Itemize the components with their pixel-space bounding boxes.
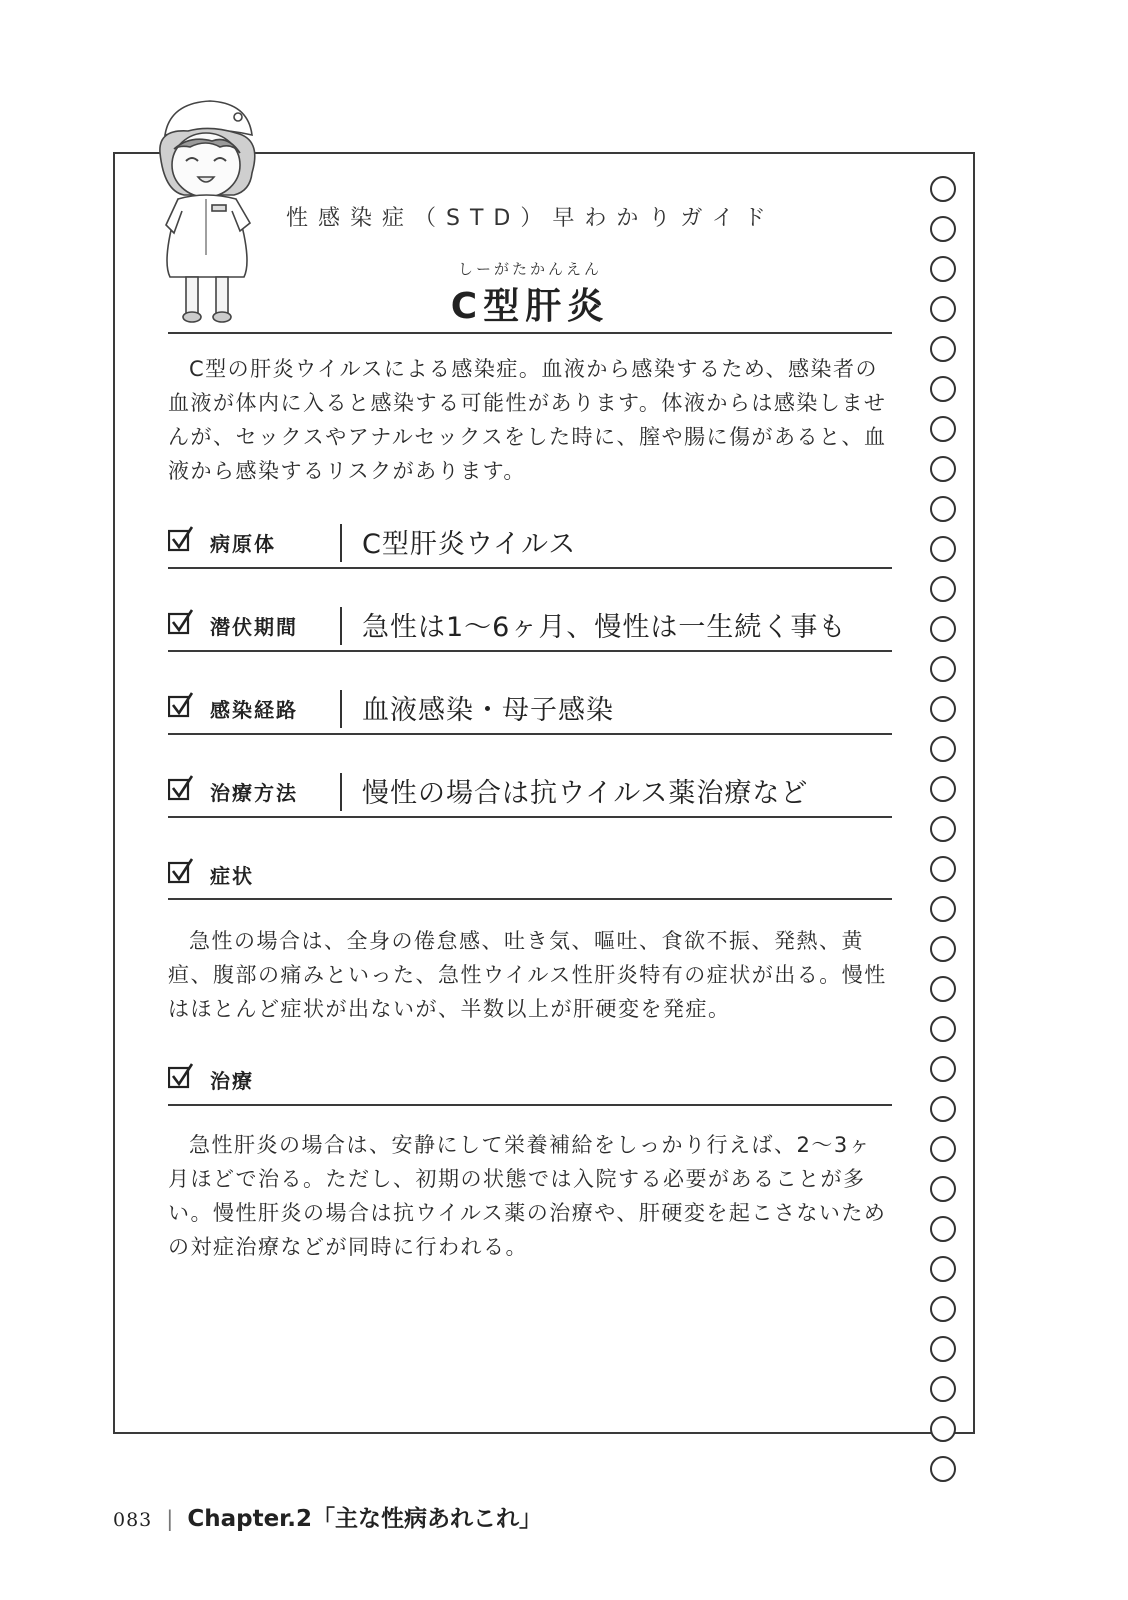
ring-hole xyxy=(930,456,956,482)
page-footer xyxy=(113,1500,542,1533)
row-divider xyxy=(168,650,892,652)
fact-value: C型肝炎ウイルス xyxy=(362,529,577,560)
ring-hole xyxy=(930,1336,956,1362)
ring-hole xyxy=(930,376,956,402)
column-divider xyxy=(340,773,342,811)
treatment-heading-row xyxy=(168,1057,892,1107)
ring-hole xyxy=(930,416,956,442)
nurse-mascot-illustration xyxy=(140,95,275,330)
ring-hole xyxy=(930,1296,956,1322)
fact-value: 血液感染・母子感染 xyxy=(362,695,614,726)
ring-hole xyxy=(930,896,956,922)
fact-row-incubation xyxy=(168,603,892,653)
ring-hole xyxy=(930,496,956,522)
ring-hole xyxy=(930,976,956,1002)
ring-hole xyxy=(930,216,956,242)
page-number: 083 xyxy=(113,1509,153,1531)
checkbox-checked-icon xyxy=(168,609,194,635)
ring-hole xyxy=(930,1376,956,1402)
ring-hole xyxy=(930,296,956,322)
row-divider xyxy=(168,733,892,735)
ring-hole xyxy=(930,736,956,762)
fact-row-pathogen xyxy=(168,520,892,570)
fact-row-route xyxy=(168,686,892,736)
checkbox-checked-icon xyxy=(168,858,194,884)
ring-hole xyxy=(930,696,956,722)
fact-label: 病原体 xyxy=(210,532,276,556)
fact-label: 潜伏期間 xyxy=(210,615,298,639)
row-divider xyxy=(168,567,892,569)
footer-separator: | xyxy=(166,1507,174,1531)
ring-hole xyxy=(930,1136,956,1162)
ring-hole xyxy=(930,936,956,962)
guide-title: 性感染症（STD）早わかりガイド xyxy=(286,206,776,231)
ring-hole xyxy=(930,256,956,282)
ring-hole xyxy=(930,536,956,562)
column-divider xyxy=(340,690,342,728)
section-divider xyxy=(168,898,892,900)
title-ruby: しーがたかんえん xyxy=(457,260,602,278)
section-heading: 治療 xyxy=(210,1069,254,1093)
page-title: C型肝炎 xyxy=(450,286,610,327)
fact-value: 急性は1～6ヶ月、慢性は一生続く事も xyxy=(362,612,847,643)
ring-hole xyxy=(930,656,956,682)
checkbox-checked-icon xyxy=(168,526,194,552)
checkbox-checked-icon xyxy=(168,692,194,718)
ring-hole xyxy=(930,1176,956,1202)
title-divider xyxy=(168,332,892,334)
ring-hole xyxy=(930,1256,956,1282)
ring-hole xyxy=(930,176,956,202)
ring-hole xyxy=(930,1416,956,1442)
section-divider xyxy=(168,1104,892,1106)
fact-row-treatment-method xyxy=(168,769,892,819)
ring-hole xyxy=(930,856,956,882)
section-heading: 症状 xyxy=(210,864,254,888)
fact-label: 治療方法 xyxy=(210,781,298,805)
column-divider xyxy=(340,524,342,562)
symptoms-paragraph: 急性の場合は、全身の倦怠感、吐き気、嘔吐、食欲不振、発熱、黄疸、腹部の痛みといった、急性ウイルス性肝炎特有の症状が出る。慢性はほとんど症状が出ないが、半数以上が肝硬変を発症。 xyxy=(168,929,887,1021)
ring-hole xyxy=(930,1216,956,1242)
notebook-rings xyxy=(930,176,960,1496)
checkbox-checked-icon xyxy=(168,1063,194,1089)
ring-hole xyxy=(930,1016,956,1042)
intro-paragraph: C型の肝炎ウイルスによる感染症。血液から感染するため、感染者の血液が体内に入ると感染する可能性があります。体液からは感染しませんが、セックスやアナルセックスをした時に、膣や腸に傷があると、血液から感染するリスクがあります。 xyxy=(168,357,887,483)
ring-hole xyxy=(930,776,956,802)
ring-hole xyxy=(930,616,956,642)
chapter-title: Chapter.2「主な性病あれこれ」 xyxy=(187,1506,542,1532)
ring-hole xyxy=(930,1096,956,1122)
fact-label: 感染経路 xyxy=(210,698,298,722)
checkbox-checked-icon xyxy=(168,775,194,801)
row-divider xyxy=(168,816,892,818)
ring-hole xyxy=(930,1456,956,1482)
column-divider xyxy=(340,607,342,645)
symptoms-heading-row xyxy=(168,852,892,902)
treatment-paragraph: 急性肝炎の場合は、安静にして栄養補給をしっかり行えば、2～3ヶ月ほどで治る。ただし、初期の状態では入院する必要があることが多い。慢性肝炎の場合は抗ウイルス薬の治療や、肝硬変を起こさないための対症治療などが同時に行われる。 xyxy=(168,1133,887,1259)
ring-hole xyxy=(930,1056,956,1082)
ring-hole xyxy=(930,816,956,842)
ring-hole xyxy=(930,576,956,602)
ring-hole xyxy=(930,336,956,362)
fact-value: 慢性の場合は抗ウイルス薬治療など xyxy=(362,778,809,809)
